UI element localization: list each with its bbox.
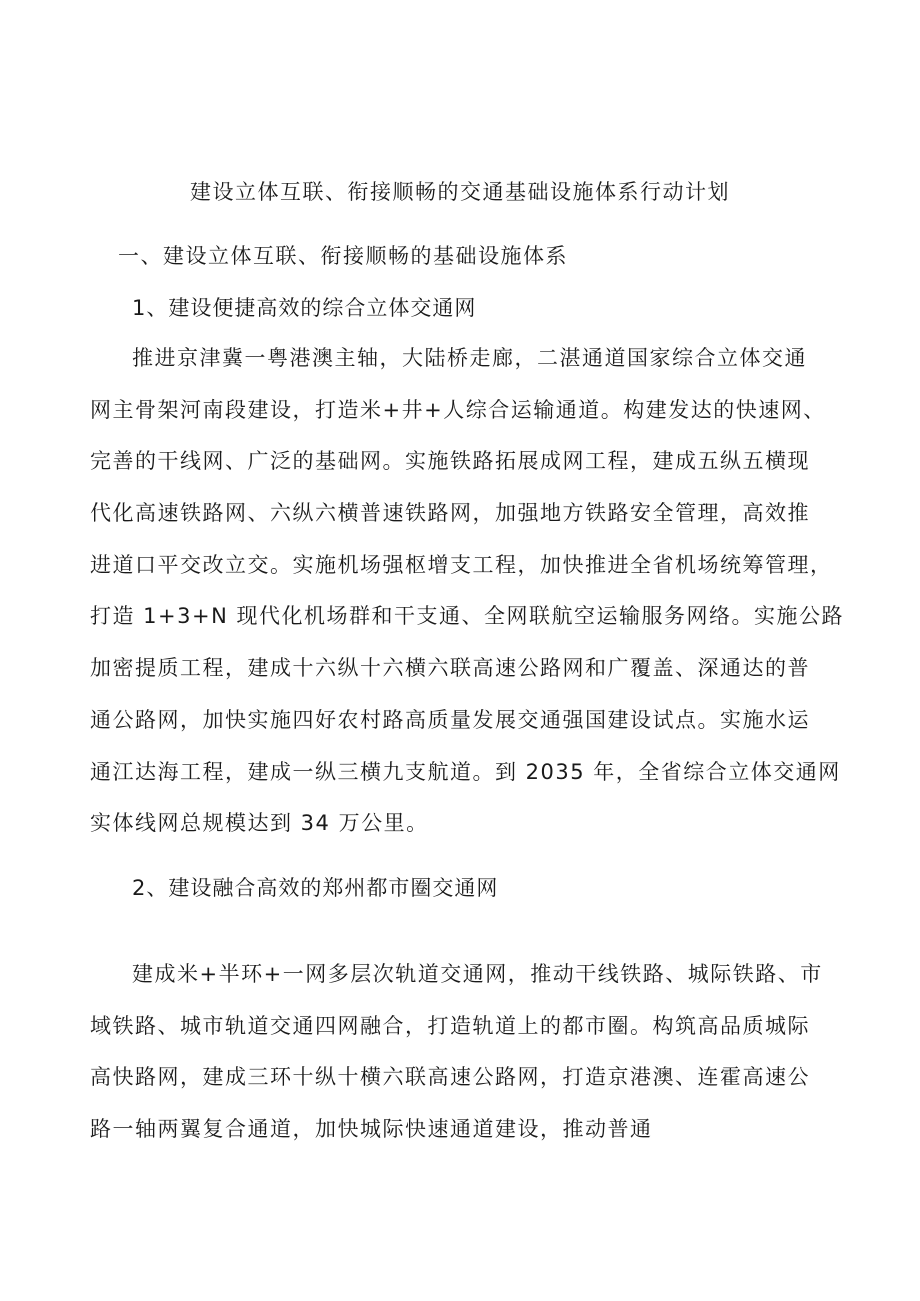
paragraph-line: 域铁路、城市轨道交通四网融合，打造轨道上的都市圈。构筑高品质城际: [90, 1013, 810, 1038]
paragraph-line: 建成米+半环+一网多层次轨道交通网，推动干线铁路、城际铁路、市: [132, 962, 823, 986]
paragraph-line: 高快路网，建成三环十纵十横六联高速公路网，打造京港澳、连霍高速公: [90, 1065, 810, 1090]
paragraph-line: 实体线网总规模达到 34 万公里。: [90, 811, 429, 836]
subsection-heading-1: 1、建设便捷高效的综合立体交通网: [132, 296, 477, 320]
paragraph-line: 完善的干线网、广泛的基础网。实施铁路拓展成网工程，建成五纵五横现: [90, 449, 810, 474]
section-heading: 一、建设立体互联、衔接顺畅的基础设施体系: [118, 244, 568, 268]
paragraph-line: 路一轴两翼复合通道，加快城际快速通道建设，推动普通: [90, 1117, 653, 1142]
paragraph-line: 通江达海工程，建成一纵三横九支航道。到 2035 年，全省综合立体交通网: [90, 759, 841, 784]
paragraph-line: 通公路网，加快实施四好农村路高质量发展交通强国建设试点。实施水运: [90, 707, 810, 732]
paragraph-line: 加密提质工程，建成十六纵十六横六联高速公路网和广覆盖、深通达的普: [90, 656, 810, 681]
paragraph-1: [90, 333, 850, 850]
document-title: 建设立体互联、衔接顺畅的交通基础设施体系行动计划: [190, 180, 730, 204]
paragraph-line: 打造 1+3+N 现代化机场群和干支通、全网联航空运输服务网络。实施公路: [90, 604, 844, 629]
paragraph-2: [90, 949, 850, 1156]
paragraph-line: 代化高速铁路网、六纵六横普速铁路网，加强地方铁路安全管理，高效推: [90, 501, 810, 526]
paragraph-line: 网主骨架河南段建设，打造米+井+人综合运输通道。构建发达的快速网、: [90, 397, 826, 422]
paragraph-line: 进道口平交改立交。实施机场强枢增支工程，加快推进全省机场统筹管理，: [90, 552, 833, 577]
subsection-heading-2: 2、建设融合高效的郑州都市圈交通网: [132, 876, 499, 900]
paragraph-line: 推进京津冀一粤港澳主轴，大陆桥走廊，二湛通道国家综合立体交通: [132, 346, 807, 370]
